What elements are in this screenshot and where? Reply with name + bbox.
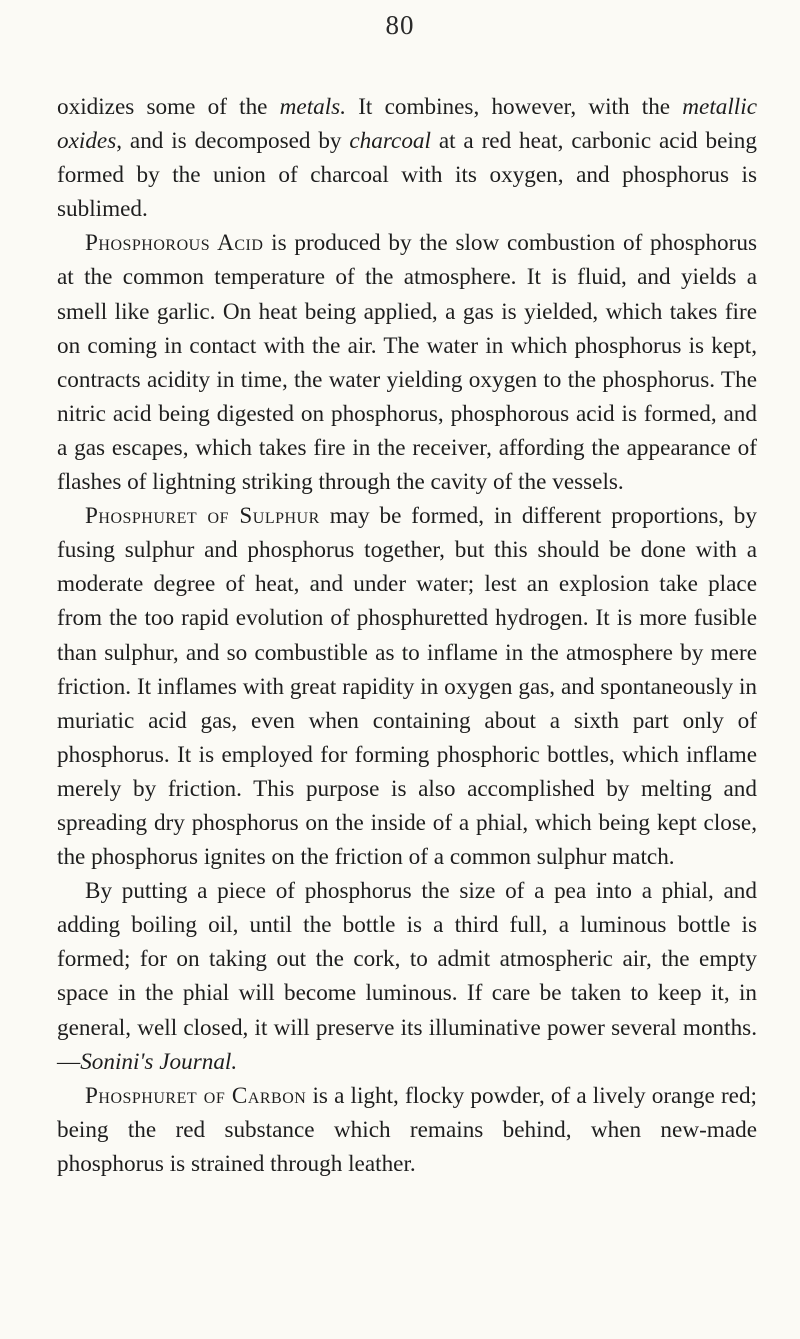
paragraph-text: is produced by the slow combustion of phosphorus at the common temperature of the atmosphere. It is fluid, and yields a smell like garlic. On heat being applied, a gas is yielded, which takes fire on coming in contact with the air. The water in which phosphorus is kept, contracts acidity in time, the water yielding oxygen to the phosphorus. The nitric acid being digested on phosphorus, phosphorous acid is formed, and a gas escapes, which takes fire in the receiver, affording the appearance of flashes of lightning striking through the cavity of the vessels. (57, 230, 757, 496)
italic-term-metals: metals. (279, 94, 347, 120)
paragraph-text: may be formed, in different proportions, by fusing sulphur and phosphorus together, but this should be done with a moderate degree of heat, and under water; lest an explosion take place from the too rapid evolution of phosphuretted hydrogen. It is more fusible than sulphur, and so combustible as to inflame in the atmosphere by mere friction. It inflames with great rapidity in oxygen gas, and spontaneously in muriatic acid gas, even when containing about a sixth part only of phosphorus. It is employed for forming phosphoric bottles, which inflame merely by friction. This purpose is also accomplished by melting and spreading dry phosphorus on the inside of a phial, which being kept close, the phosphorus ignites on the friction of a common sulphur match. (57, 503, 757, 871)
paragraph-luminous-bottle (57, 874, 757, 1079)
section-heading: Phosphorous Acid (85, 230, 264, 257)
page-number: 80 (385, 10, 415, 40)
text-run: It combines, however, with the (346, 94, 683, 120)
text-run: oxidizes some of the (57, 94, 280, 120)
paragraph-phosphorous-acid (57, 226, 757, 499)
paragraph-phosphuret-of-sulphur (57, 499, 757, 874)
paragraph-continuation (57, 90, 757, 226)
page-body (57, 90, 757, 1181)
paragraph-phosphuret-of-carbon (57, 1079, 757, 1181)
section-heading: Phosphuret of Carbon (85, 1082, 307, 1109)
paragraph-text: is a light, flocky powder, of a lively orange red; being the red substance which remains behind, when new-made phosphorus is strained through leather. (57, 1082, 757, 1177)
text-run: , and is decomposed by (116, 128, 350, 155)
italic-term-charcoal: charcoal (349, 128, 431, 155)
source-citation: Sonini's Journal. (80, 1048, 238, 1075)
paragraph-text: By putting a piece of phosphorus the size of a pea into a phial, and adding boiling oil, until the bottle is a third full, a luminous bottle is formed; for on taking out the cork, to admit atmospheric air, the empty space in the phial will become luminous. If care be taken to keep it, in general, well closed, it will preserve its illuminative power several months. — (57, 878, 757, 1075)
italic-term-metallic-oxides: metallic oxides (57, 94, 757, 155)
section-heading: Phosphuret of Sulphur (85, 503, 320, 530)
text-run: at a red heat, carbonic acid being formed by the union of charcoal with its oxygen, and phosphorus is sublimed. (57, 128, 757, 223)
